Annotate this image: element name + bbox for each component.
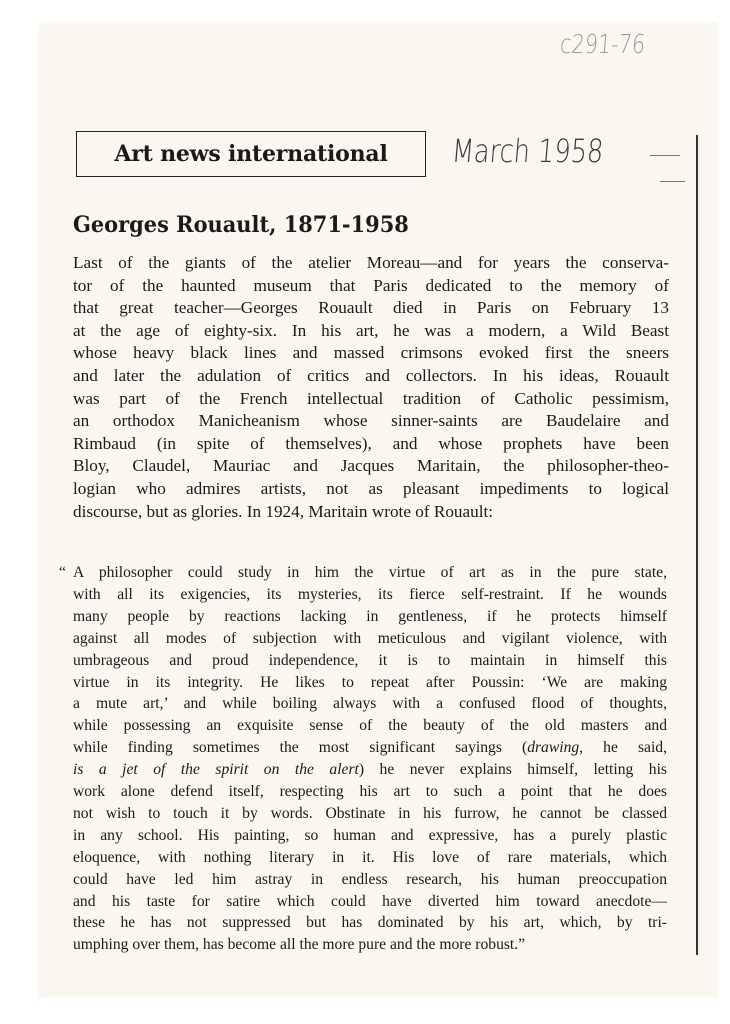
quote-line: virtue in its integrity. He likes to repeat after Poussin: ‘We are making [73, 673, 667, 691]
quote-text: ) he never explains himself, letting his [358, 761, 667, 779]
quote-line: eloquence, with nothing literary in it. His love of rare materials, which [73, 848, 667, 866]
section-header-box [76, 131, 426, 177]
quote-line: many people by reactions lacking in gentleness, if he protects himself [73, 607, 667, 625]
quote-line: and his taste for satire which could have diverted him toward anecdote— [73, 892, 667, 910]
body-line: Last of the giants of the atelier Moreau—and for years the conserva- [73, 253, 669, 272]
italic-text: is a jet of the spirit on the alert [73, 761, 359, 779]
italic-text: drawing, [527, 739, 584, 757]
article-title: Georges Rouault, 1871-1958 [73, 212, 409, 238]
quote-line: umbrageous and proud independence, it is to maintain in himself this [73, 651, 667, 669]
quote-line: against all modes of subjection with meticulous and vigilant violence, with [73, 629, 667, 647]
body-line: tor of the haunted museum that Paris dedicated to the memory of [73, 275, 669, 295]
body-line: discourse, but as glories. In 1924, Maritain wrote of Rouault: [73, 501, 494, 521]
quote-line: a mute art,’ and while boiling always with a confused flood of thoughts, [73, 695, 667, 713]
quote-line: not wish to touch it by words. Obstinate in his furrow, he cannot be classed [73, 804, 667, 822]
body-line: at the age of eighty-six. In his art, he was a modern, a Wild Beast [73, 320, 669, 340]
body-line: Bloy, Claudel, Mauriac and Jacques Maritain, the philosopher-theo- [73, 456, 669, 476]
quote-line: work alone defend itself, respecting his art to such a point that he does [73, 783, 667, 800]
body-line: whose heavy black lines and massed crimsons evoked first the sneers [73, 343, 669, 363]
quote-line: A philosopher could study in him the virtue of art as in the pure state, [73, 564, 667, 581]
column-rule [696, 135, 698, 955]
body-line: Rimbaud (in spite of themselves), and whose prophets have been [73, 433, 669, 453]
section-header: Art news international [114, 141, 388, 167]
quote-line: in any school. His painting, so human and expressive, has a purely plastic [73, 826, 667, 844]
handwritten-catalog-number: c291-76 [558, 30, 647, 60]
handwritten-date: March 1958 [450, 132, 605, 170]
body-line: was part of the French intellectual tradition of Catholic pessimism, [73, 388, 669, 408]
quote-line: these he has not suppressed but has dominated by his art, which, by tri- [73, 914, 667, 932]
quote-line: with all its exigencies, its mysteries, its fierce self-restraint. If he wounds [73, 585, 667, 603]
quote-line: while possessing an exquisite sense of the beauty of the old masters and [73, 717, 667, 735]
open-quote: “ [59, 564, 66, 581]
body-line: and later the adulation of critics and collectors. In his ideas, Rouault [73, 366, 669, 385]
body-line: an orthodox Manicheanism whose sinner-saints are Baudelaire and [73, 411, 669, 431]
quote-text: he said, [583, 739, 667, 757]
quote-text: while finding sometimes the most significant sayings ( [73, 739, 528, 757]
quote-line [73, 761, 667, 779]
body-line: that great teacher—Georges Rouault died in Paris on February 13 [73, 298, 669, 318]
quote-line: could have led him astray in endless research, his human preoccupation [73, 870, 667, 888]
pencil-mark [650, 155, 680, 156]
quote-line: umphing over them, has become all the more pure and the more robust.” [73, 936, 526, 954]
body-line: logian who admires artists, not as pleasant impediments to logical [73, 479, 669, 498]
pencil-mark [660, 181, 685, 182]
quote-line [73, 739, 667, 757]
